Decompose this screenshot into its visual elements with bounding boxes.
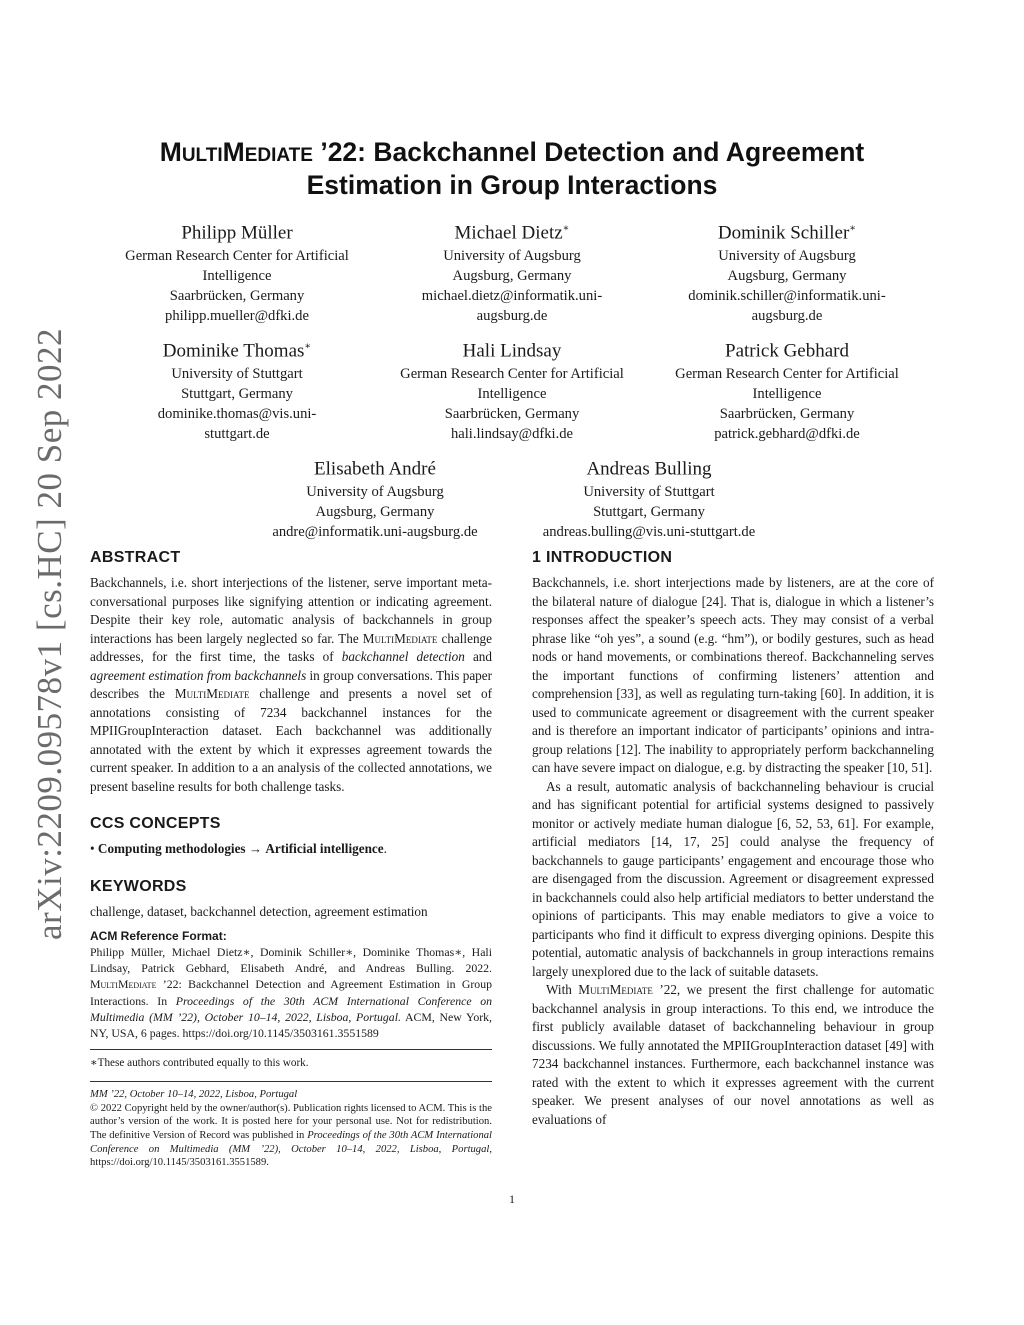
author-name: Elisabeth André [314, 458, 436, 480]
author-name: Philipp Müller [181, 222, 293, 244]
author-email[interactable]: andreas.bulling@vis.uni-stuttgart.de [542, 524, 756, 541]
title-line-1 [100, 136, 924, 169]
author-city: Saarbrücken, Germany [444, 406, 580, 423]
abstract-heading: ABSTRACT [90, 549, 181, 566]
author-affiliation: German Research Center for Artificial [125, 248, 349, 265]
title-line-2: Estimation in Group Interactions [306, 170, 718, 200]
author-affiliation: German Research Center for Artificial [675, 366, 899, 383]
author-2 [367, 216, 657, 326]
author-email[interactable]: dominike.thomas@vis.uni- [157, 406, 317, 423]
author-6 [642, 334, 932, 444]
author-city: Saarbrücken, Germany [169, 288, 305, 305]
author-name: Michael Dietz [454, 222, 563, 244]
author-email[interactable]: andre@informatik.uni-augsburg.de [272, 524, 478, 541]
author-affiliation: German Research Center for Artificial [400, 366, 624, 383]
author-affiliation-2: Intelligence [202, 268, 272, 285]
author-7 [230, 452, 520, 542]
author-email-2[interactable]: augsburg.de [476, 308, 548, 325]
author-city: Saarbrücken, Germany [719, 406, 855, 423]
ccs-concepts: • Computing methodologies → Artificial intelligence. [90, 841, 387, 856]
venue-line: MM ’22, October 10–14, 2022, Lisboa, Portugal [90, 1089, 298, 1101]
author-email[interactable]: hali.lindsay@dfki.de [450, 426, 574, 443]
author-email[interactable]: philipp.mueller@dfki.de [165, 308, 309, 325]
copyright-block [90, 1088, 492, 1170]
keywords-text: challenge, dataset, backchannel detection, agreement estimation [90, 903, 428, 919]
author-sup: ∗ [849, 223, 857, 234]
arxiv-identifier: arXiv:2209.09578v1 [cs.HC] 20 Sep 2022 [30, 327, 69, 940]
author-name: Hali Lindsay [462, 340, 562, 362]
author-affiliation: University of Augsburg [306, 484, 444, 501]
ccs-heading: CCS CONCEPTS [90, 815, 221, 832]
right-column [532, 548, 934, 1129]
author-city: Stuttgart, Germany [181, 386, 293, 403]
acm-reference-heading: ACM Reference Format: [90, 929, 227, 943]
title-rest: ’22: Backchannel Detection and Agreement [312, 137, 865, 167]
left-column [90, 548, 492, 1170]
keywords-heading: KEYWORDS [90, 877, 187, 895]
author-affiliation: University of Augsburg [718, 248, 856, 265]
author-name: Dominik Schiller [717, 222, 850, 244]
footnote-rule [90, 1049, 492, 1050]
author-city: Stuttgart, Germany [593, 504, 705, 521]
copyright-text: © 2022 Copyright held by the owner/author(s). Publication rights licensed to ACM. This is the author’s version of the work. It is posted here for your personal use. Not for redistribution. The definitive Version of Record was published in Proceedings of the 30th ACM International Conference on Multimedia (MM ’22), October 10–14, 2022, Lisboa, Portugal, https://doi.org/10.1145/3503161.3551589. [90, 1102, 492, 1169]
author-email[interactable]: dominik.schiller@informatik.uni- [688, 288, 886, 305]
author-8 [504, 452, 794, 542]
author-city: Augsburg, Germany [727, 268, 847, 285]
copyright-rule [90, 1081, 492, 1082]
author-3 [642, 216, 932, 326]
acm-reference-text: Philipp Müller, Michael Dietz∗, Dominik Schiller∗, Dominike Thomas∗, Hali Lindsay, Patrick Gebhard, Elisabeth André, and Andreas Bulling. 2022. MultiMediate ’22: Backchannel Detection and Agreement Estimation in Group Interactions. In Proceedings of the 30th ACM International Conference on Multimedia (MM ’22), October 10–14, 2022, Lisboa, Portugal. ACM, New York, NY, USA, 6 pages. https://doi.org/10.1145/3503161.3551589 [90, 945, 493, 1041]
acm-reference [90, 929, 492, 1041]
author-sup: ∗ [562, 223, 570, 234]
author-name: Andreas Bulling [586, 458, 712, 480]
page-number: 1 [509, 1192, 515, 1206]
author-email[interactable]: michael.dietz@informatik.uni- [421, 288, 603, 305]
author-affiliation: University of Augsburg [443, 248, 581, 265]
author-4 [92, 334, 382, 444]
author-city: Augsburg, Germany [452, 268, 572, 285]
author-affiliation-2: Intelligence [477, 386, 547, 403]
author-email-2[interactable]: stuttgart.de [204, 426, 270, 443]
title-multimediate: MultiMediate [159, 137, 313, 167]
author-name: Dominike Thomas [162, 340, 305, 362]
intro-paragraph-1: Backchannels, i.e. short interjections made by listeners, are at the core of the bilateral nature of dialogue [24]. That is, dialogue in which a listener’s responses affect the speaker’s speech acts. They may consist of a verbal phrase like “oh yes”, a sound (e.g. “hm”), or bodily gestures, such as head nods or hand movements, or combinations thereof. Backchanneling serves the important functions of confirming listeners’ attention and comprehension [33], as well as regulating turn-taking [60]. In addition, it is used to communicate agreement or disagreement with the current speaker and is therefore an important indicator of participants’ opinions and intra-group relations [12]. The inability to appropriately perform backchanneling can have severe impact on dialogue, e.g. by distracting the speaker [10, 51]. [532, 575, 934, 775]
author-affiliation-2: Intelligence [752, 386, 822, 403]
author-city: Augsburg, Germany [315, 504, 435, 521]
author-email-2[interactable]: augsburg.de [751, 308, 823, 325]
author-5 [367, 334, 657, 444]
intro-paragraph-3: With MultiMediate ’22, we present the first challenge for automatic backchannel analysis in group interactions. To this end, we introduce the first publicly available dataset of backchanneling behaviour in group discussions. We fully annotated the MPIIGroupInteraction dataset [49] with 7234 backchannel instances. Furthermore, each backchannel instance was rated with the extent to which it expresses agreement with the current speaker. We present analyses of our novel annotations as well as evaluations of [532, 982, 934, 1127]
author-email[interactable]: patrick.gebhard@dfki.de [714, 426, 860, 443]
footnote: ∗These authors contributed equally to this work. [90, 1057, 309, 1070]
paper-title [100, 136, 924, 202]
introduction-heading: 1 INTRODUCTION [532, 549, 673, 566]
author-affiliation: University of Stuttgart [171, 366, 303, 383]
author-affiliation: University of Stuttgart [583, 484, 715, 501]
author-1 [92, 216, 382, 326]
abstract-text: Backchannels, i.e. short interjections of the listener, serve important meta-conversational purposes like signifying attention or indicating agreement. Despite their key role, automatic analysis of backchannels in group interactions has been largely neglected so far. The MultiMediate challenge addresses, for the first time, the tasks of backchannel detection and agreement estimation from backchannels in group conversations. This paper describes the MultiMediate challenge and presents a novel set of annotations consisting of 7234 backchannel instances for the MPIIGroupInteraction dataset. Each backchannel was additionally annotated with the extent by which it expresses agreement towards the current speaker. In addition to a an analysis of the collected annotations, we present baseline results for both challenge tasks. [90, 575, 493, 794]
author-sup: ∗ [304, 341, 312, 352]
intro-paragraph-2: As a result, automatic analysis of backchanneling behaviour is crucial and has significant potential for artificial systems designed to passively monitor or actively mediate human dialogue [6, 52, 53, 61]. For example, artificial mediators [14, 17, 25] could analyse the frequency of backchannels to gauge participants’ engagement and encourage those who are disengaged from the discussion. Agreement or disagreement expressed in backchannels could also help artificial mediators to better understand the opinions of participants. This may enable mediators to give a voice to participants who find it difficult to express diverging opinions. Despite this potential, automatic analysis of backchannels in group interactions remains largely unexplored due to the lack of suitable datasets. [532, 778, 934, 979]
author-name: Patrick Gebhard [725, 340, 849, 362]
